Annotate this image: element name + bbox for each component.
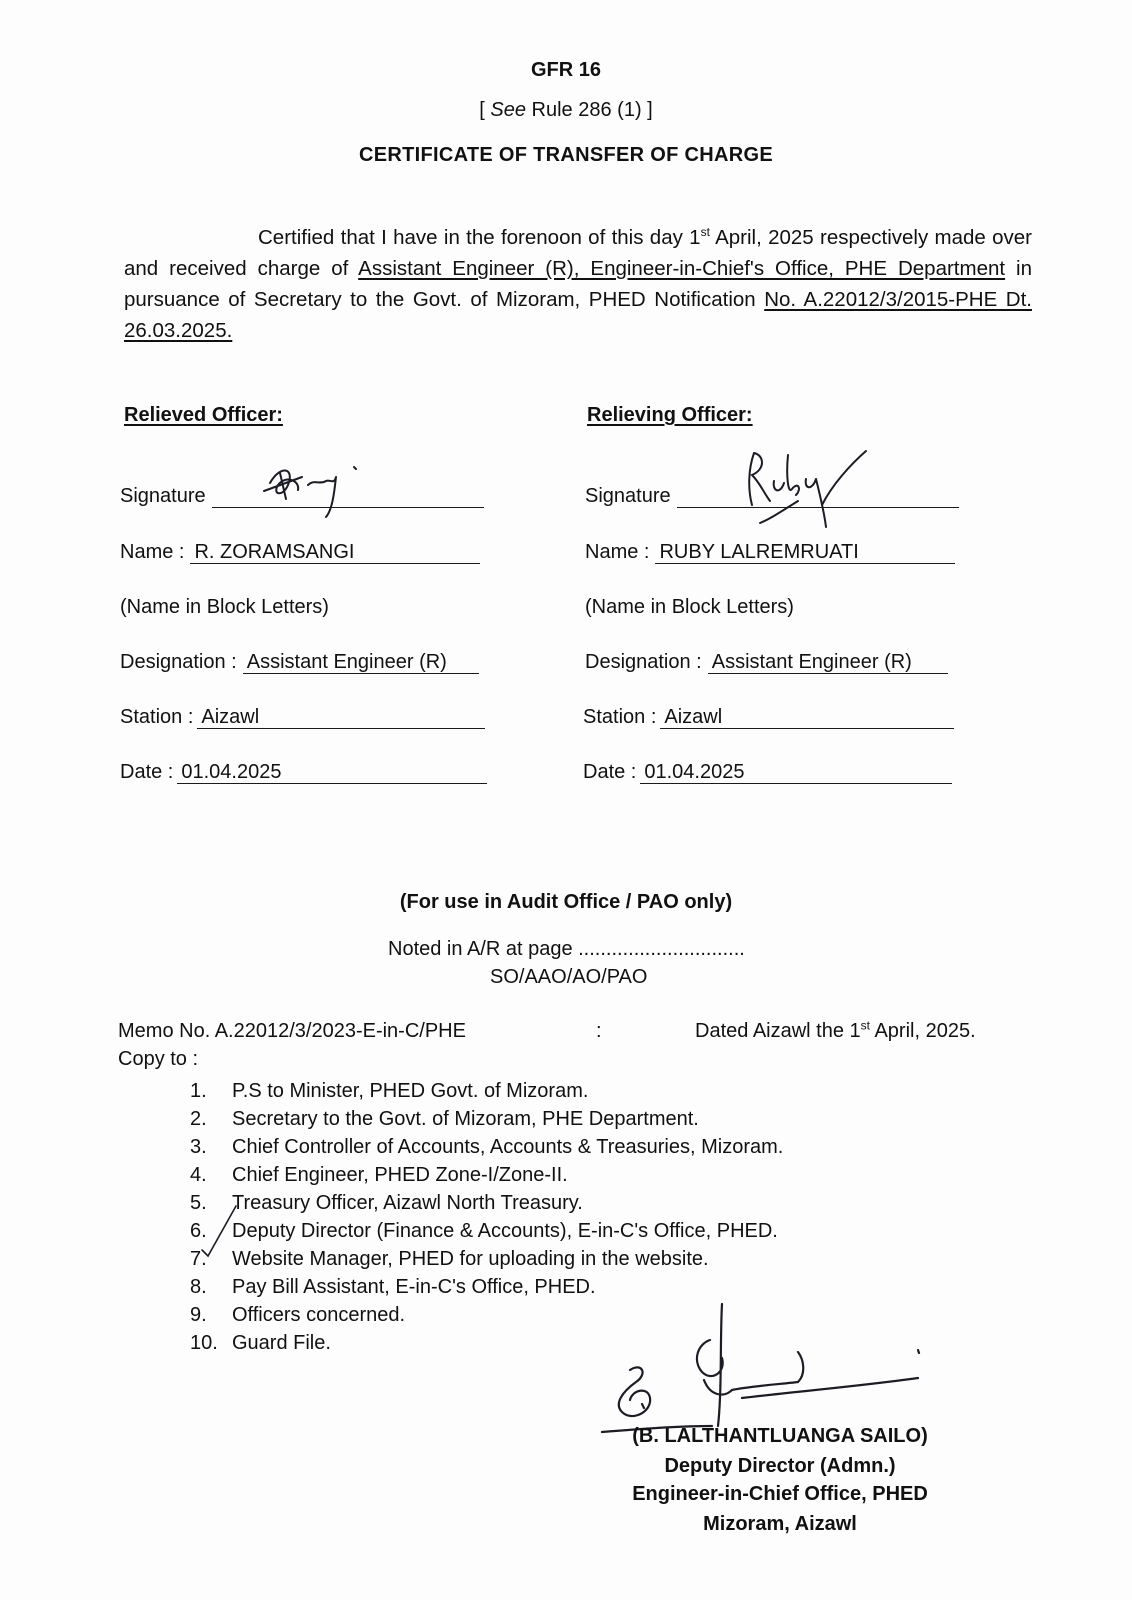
audit-heading-text: (For use in Audit Office / PAO only) [399,891,733,913]
post-name: Assistant Engineer (R), Engineer-in-Chief's Office, PHE Department [358,257,1006,280]
memo-dated-sup: st [860,1018,870,1033]
notification-number: No. A.22012/3/2015-PHE Dt. 26.03.2025. [124,288,1032,342]
list-item [190,1105,783,1133]
copy-to-label: Copy to : [118,1048,199,1070]
relieved-designation-row [120,650,479,674]
signatory-office: Engineer-in-Chief Office, PHED [632,1483,928,1505]
relieving-designation-value: Assistant Engineer (R) [708,651,948,674]
audit-noted-line: Noted in A/R at page .............................. [388,938,745,960]
relieved-signature-icon [250,455,370,525]
list-item-text: Chief Controller of Accounts, Accounts & Treasuries, Mizoram. [232,1136,784,1158]
list-item [190,1077,783,1105]
relieved-date-label: Date : [120,761,174,783]
relieving-name-row [585,540,955,564]
list-item-number: 3. [190,1136,207,1158]
list-item-number: 1. [190,1080,207,1102]
form-number: GFR 16 [530,59,602,81]
list-item-text: Officers concerned. [232,1304,406,1326]
audit-heading [0,890,1132,915]
relieved-name-value: R. ZORAMSANGI [190,541,480,564]
list-item-text: Deputy Director (Finance & Accounts), E-in-C's Office, PHED. [232,1220,778,1242]
para-sup: st [700,225,710,240]
list-item-text: Pay Bill Assistant, E-in-C's Office, PHED. [232,1276,596,1298]
signatory-designation: Deputy Director (Admn.) [664,1455,896,1477]
relieving-date-value: 01.04.2025 [640,761,952,784]
relieving-block-letters-note: (Name in Block Letters) [585,596,794,618]
memo-dated-part1: Dated Aizawl the 1 [695,1020,861,1042]
relieved-block-letters-note: (Name in Block Letters) [120,596,329,618]
list-item [190,1273,783,1301]
relieving-station-label: Station : [583,706,657,728]
memo-dated [695,1019,976,1044]
list-item [190,1161,783,1189]
relieved-designation-label: Designation : [120,651,237,673]
relieved-officer-heading: Relieved Officer: [124,404,283,426]
memo-dated-part2: April, 2025. [870,1020,976,1042]
para-part3: in pursuance of Secretary to the Govt. of Mizoram, PHED Notification [124,257,1032,311]
rule-open: [ [479,99,485,121]
memo-separator: : [596,1020,602,1042]
relieving-officer-heading: Relieving Officer: [587,404,753,426]
list-item-number: 5. [190,1192,207,1214]
relieving-date-row [583,760,952,784]
list-item [190,1245,783,1273]
relieved-name-row [120,540,480,564]
list-item [190,1133,783,1161]
para-part1: Certified that I have in the forenoon of this day 1 [258,226,701,249]
para-part2: April, 2025 respectively made over and received charge of [124,226,1032,280]
relieving-signature-icon [740,445,870,535]
certificate-paragraph [124,222,1032,346]
rule-rest: Rule 286 (1) ] [531,99,653,121]
memo-number: Memo No. A.22012/3/2023-E-in-C/PHE [118,1020,466,1042]
audit-designations: SO/AAO/AO/PAO [490,966,648,988]
relieving-designation-row [585,650,948,674]
relieving-station-row [583,705,954,729]
relieved-station-row [120,705,485,729]
relieved-date-value: 01.04.2025 [177,761,487,784]
list-item-number: 8. [190,1276,207,1298]
list-item-text: Treasury Officer, Aizawl North Treasury. [232,1192,583,1214]
relieved-date-row [120,760,487,784]
rule-see: See [490,99,526,121]
relieving-designation-label: Designation : [585,651,702,673]
relieving-date-label: Date : [583,761,637,783]
list-item-text: P.S to Minister, PHED Govt. of Mizoram. [232,1080,589,1102]
relieved-designation-value: Assistant Engineer (R) [243,651,479,674]
list-item-number: 2. [190,1108,207,1130]
list-item-number: 10. [190,1332,218,1354]
list-item [190,1217,783,1245]
list-item-text: Website Manager, PHED for uploading in the website. [232,1248,709,1270]
list-item-number: 6. [190,1220,207,1242]
relieving-name-value: RUBY LALREMRUATI [655,541,955,564]
rule-reference [0,98,1132,123]
relieved-signature-label: Signature [120,485,206,507]
relieving-name-label: Name : [585,541,650,563]
document-title: CERTIFICATE OF TRANSFER OF CHARGE [359,144,773,166]
list-item [190,1189,783,1217]
relieved-station-label: Station : [120,706,194,728]
list-item-number: 7. [190,1248,207,1270]
relieved-name-label: Name : [120,541,185,563]
list-item-text: Secretary to the Govt. of Mizoram, PHE Department. [232,1108,699,1130]
list-item-number: 4. [190,1164,207,1186]
signatory-place: Mizoram, Aizawl [703,1513,857,1535]
relieving-signature-label: Signature [585,485,671,507]
checkmark-icon [196,1200,246,1260]
list-item-text: Chief Engineer, PHED Zone-I/Zone-II. [232,1164,568,1186]
list-item-number: 9. [190,1304,207,1326]
relieving-station-value: Aizawl [660,706,954,729]
signatory-name: (B. LALTHANTLUANGA SAILO) [632,1425,928,1447]
relieved-station-value: Aizawl [197,706,485,729]
list-item-text: Guard File. [232,1332,331,1354]
